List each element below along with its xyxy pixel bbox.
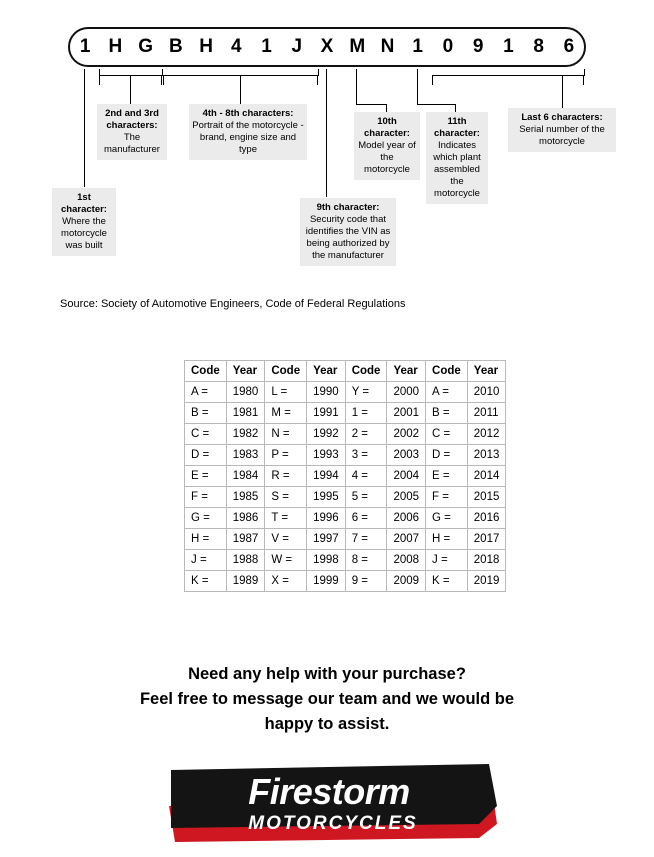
leader-line-first [84, 69, 85, 187]
cell-code: L = [265, 382, 307, 403]
vin-char: M [349, 36, 366, 57]
cell-code: S = [265, 487, 307, 508]
cell-code: D = [185, 445, 227, 466]
cell-year: 1986 [226, 508, 265, 529]
table-row [185, 445, 506, 466]
table-row [185, 382, 506, 403]
tick-mark [584, 69, 585, 76]
cell-year: 2012 [467, 424, 506, 445]
callout-title: 10th character: [364, 116, 410, 139]
vin-char: J [291, 36, 303, 57]
vin-char: B [168, 36, 183, 57]
vin-char: 1 [261, 36, 272, 57]
vin-char: H [199, 36, 213, 57]
leader-line-fourth-eighth [240, 75, 241, 104]
cell-code: R = [265, 466, 307, 487]
cell-code: 1 = [345, 403, 387, 424]
cell-year: 1987 [226, 529, 265, 550]
cell-year: 2010 [467, 382, 506, 403]
cell-year: 1988 [226, 550, 265, 571]
cell-code: W = [265, 550, 307, 571]
cell-code: X = [265, 571, 307, 592]
cell-year: 1999 [307, 571, 346, 592]
cell-code: H = [185, 529, 227, 550]
cell-year: 1993 [307, 445, 346, 466]
vin-char: 0 [442, 36, 454, 57]
cell-code: E = [426, 466, 468, 487]
callout-body: Security code that identifies the VIN as being authorized by the manufacturer [305, 214, 391, 261]
table-row [185, 424, 506, 445]
callout-title: 2nd and 3rd characters: [105, 108, 159, 131]
cell-year: 2005 [387, 487, 426, 508]
column-header: Code [426, 361, 468, 382]
cell-year: 1994 [307, 466, 346, 487]
table-row [185, 487, 506, 508]
callout-tenth-character [354, 112, 420, 180]
cell-code: A = [185, 382, 227, 403]
cell-code: D = [426, 445, 468, 466]
table-row [185, 529, 506, 550]
cell-year: 1983 [226, 445, 265, 466]
help-line-1: Need any help with your purchase? [188, 665, 466, 683]
cell-code: T = [265, 508, 307, 529]
callout-title: 4th - 8th characters: [202, 108, 294, 119]
cell-year: 1990 [307, 382, 346, 403]
cell-year: 2007 [387, 529, 426, 550]
callout-body: The manufacturer [104, 132, 160, 155]
cell-code: E = [185, 466, 227, 487]
leader-line-second-third [130, 75, 131, 104]
column-header: Year [387, 361, 426, 382]
cell-code: 6 = [345, 508, 387, 529]
help-line-3: happy to assist. [264, 715, 390, 733]
cell-year: 2000 [387, 382, 426, 403]
callout-body: Model year of the motorcycle [358, 140, 416, 175]
vin-char: 1 [79, 36, 91, 57]
cell-code: F = [185, 487, 227, 508]
cell-code: 9 = [345, 571, 387, 592]
cell-year: 2003 [387, 445, 426, 466]
column-header: Code [345, 361, 387, 382]
table-row [185, 550, 506, 571]
callout-title: 1st character: [61, 192, 107, 215]
cell-year: 2016 [467, 508, 506, 529]
cell-year: 2018 [467, 550, 506, 571]
cell-year: 2015 [467, 487, 506, 508]
logo-brand-text: Firestorm [248, 771, 410, 812]
cell-code: K = [426, 571, 468, 592]
vin-char: N [380, 36, 395, 57]
column-header: Code [265, 361, 307, 382]
callout-body: Indicates which plant assembled the motorcycle [433, 140, 481, 199]
cell-code: M = [265, 403, 307, 424]
cell-code: H = [426, 529, 468, 550]
cell-code: Y = [345, 382, 387, 403]
cell-year: 2002 [387, 424, 426, 445]
leader-line-eleventh [417, 69, 418, 104]
leader-line-last-six [562, 75, 563, 108]
cell-code: 7 = [345, 529, 387, 550]
cell-year: 2011 [467, 403, 506, 424]
cell-code: K = [185, 571, 227, 592]
tick-mark [99, 69, 100, 76]
callout-last-six-characters [508, 108, 616, 152]
callout-title: 9th character: [316, 202, 380, 213]
cell-code: G = [426, 508, 468, 529]
vin-diagram [0, 0, 654, 300]
callout-body: Where the motorcycle was built [61, 216, 107, 251]
cell-year: 1998 [307, 550, 346, 571]
cell-year: 1996 [307, 508, 346, 529]
cell-code: N = [265, 424, 307, 445]
cell-year: 1981 [226, 403, 265, 424]
cell-year: 1997 [307, 529, 346, 550]
cell-year: 2013 [467, 445, 506, 466]
cell-code: 5 = [345, 487, 387, 508]
cell-code: B = [426, 403, 468, 424]
column-header: Year [307, 361, 346, 382]
help-message [0, 662, 654, 737]
cell-code: 2 = [345, 424, 387, 445]
leader-line-eleventh-v2 [455, 104, 456, 112]
cell-year: 1989 [226, 571, 265, 592]
vin-char: 9 [472, 36, 484, 57]
cell-code: 3 = [345, 445, 387, 466]
callout-title: 11th character: [434, 116, 480, 139]
cell-code: 4 = [345, 466, 387, 487]
table-header-row [185, 361, 506, 382]
cell-code: 8 = [345, 550, 387, 571]
callout-first-character [52, 188, 116, 256]
vin-char: H [108, 36, 123, 57]
table-row [185, 508, 506, 529]
leader-line-tenth [356, 69, 357, 104]
firestorm-motorcycles-logo [161, 762, 501, 847]
vin-char: G [138, 36, 153, 57]
logo-sub-text: MOTORCYCLES [248, 813, 418, 834]
column-header: Year [467, 361, 506, 382]
leader-line-eleventh-h [417, 104, 455, 105]
cell-code: P = [265, 445, 307, 466]
cell-year: 2006 [387, 508, 426, 529]
cell-code: J = [185, 550, 227, 571]
leader-line-tenth-h [356, 104, 386, 105]
callout-body: Serial number of the motorcycle [519, 124, 605, 147]
leader-line-tenth-v2 [386, 104, 387, 112]
table-row [185, 571, 506, 592]
cell-year: 1995 [307, 487, 346, 508]
callout-second-third-characters [97, 104, 167, 160]
vin-char: 1 [412, 36, 423, 57]
vin-char: X [320, 36, 334, 57]
help-line-2: Feel free to message our team and we would be [139, 690, 515, 708]
vin-char: 6 [563, 36, 575, 57]
callout-eleventh-character [426, 112, 488, 204]
cell-code: C = [185, 424, 227, 445]
callout-title: Last 6 characters: [521, 112, 603, 123]
vin-number-bar [68, 27, 586, 67]
cell-year: 1992 [307, 424, 346, 445]
cell-year: 1991 [307, 403, 346, 424]
column-header: Year [226, 361, 265, 382]
cell-code: G = [185, 508, 227, 529]
callout-ninth-character [300, 198, 396, 266]
vin-char: 8 [533, 36, 544, 57]
cell-year: 1985 [226, 487, 265, 508]
callout-fourth-eighth-characters [189, 104, 307, 160]
cell-year: 2017 [467, 529, 506, 550]
cell-code: B = [185, 403, 227, 424]
table-row [185, 466, 506, 487]
cell-year: 2009 [387, 571, 426, 592]
cell-code: A = [426, 382, 468, 403]
cell-year: 2019 [467, 571, 506, 592]
cell-code: C = [426, 424, 468, 445]
cell-code: J = [426, 550, 468, 571]
tick-mark [318, 69, 319, 76]
callout-body: Portrait of the motorcycle - brand, engine size and type [192, 120, 304, 155]
cell-year: 1984 [226, 466, 265, 487]
source-citation: Source: Society of Automotive Engineers, Code of Federal Regulations [60, 298, 406, 310]
cell-year: 2004 [387, 466, 426, 487]
table-row [185, 403, 506, 424]
leader-line-ninth [326, 69, 327, 197]
column-header: Code [185, 361, 227, 382]
vin-char: 1 [503, 36, 514, 57]
cell-year: 2001 [387, 403, 426, 424]
cell-code: V = [265, 529, 307, 550]
cell-year: 2014 [467, 466, 506, 487]
cell-year: 1980 [226, 382, 265, 403]
cell-year: 1982 [226, 424, 265, 445]
cell-year: 2008 [387, 550, 426, 571]
cell-code: F = [426, 487, 468, 508]
model-year-code-table [184, 360, 506, 592]
vin-char: 4 [231, 36, 242, 57]
